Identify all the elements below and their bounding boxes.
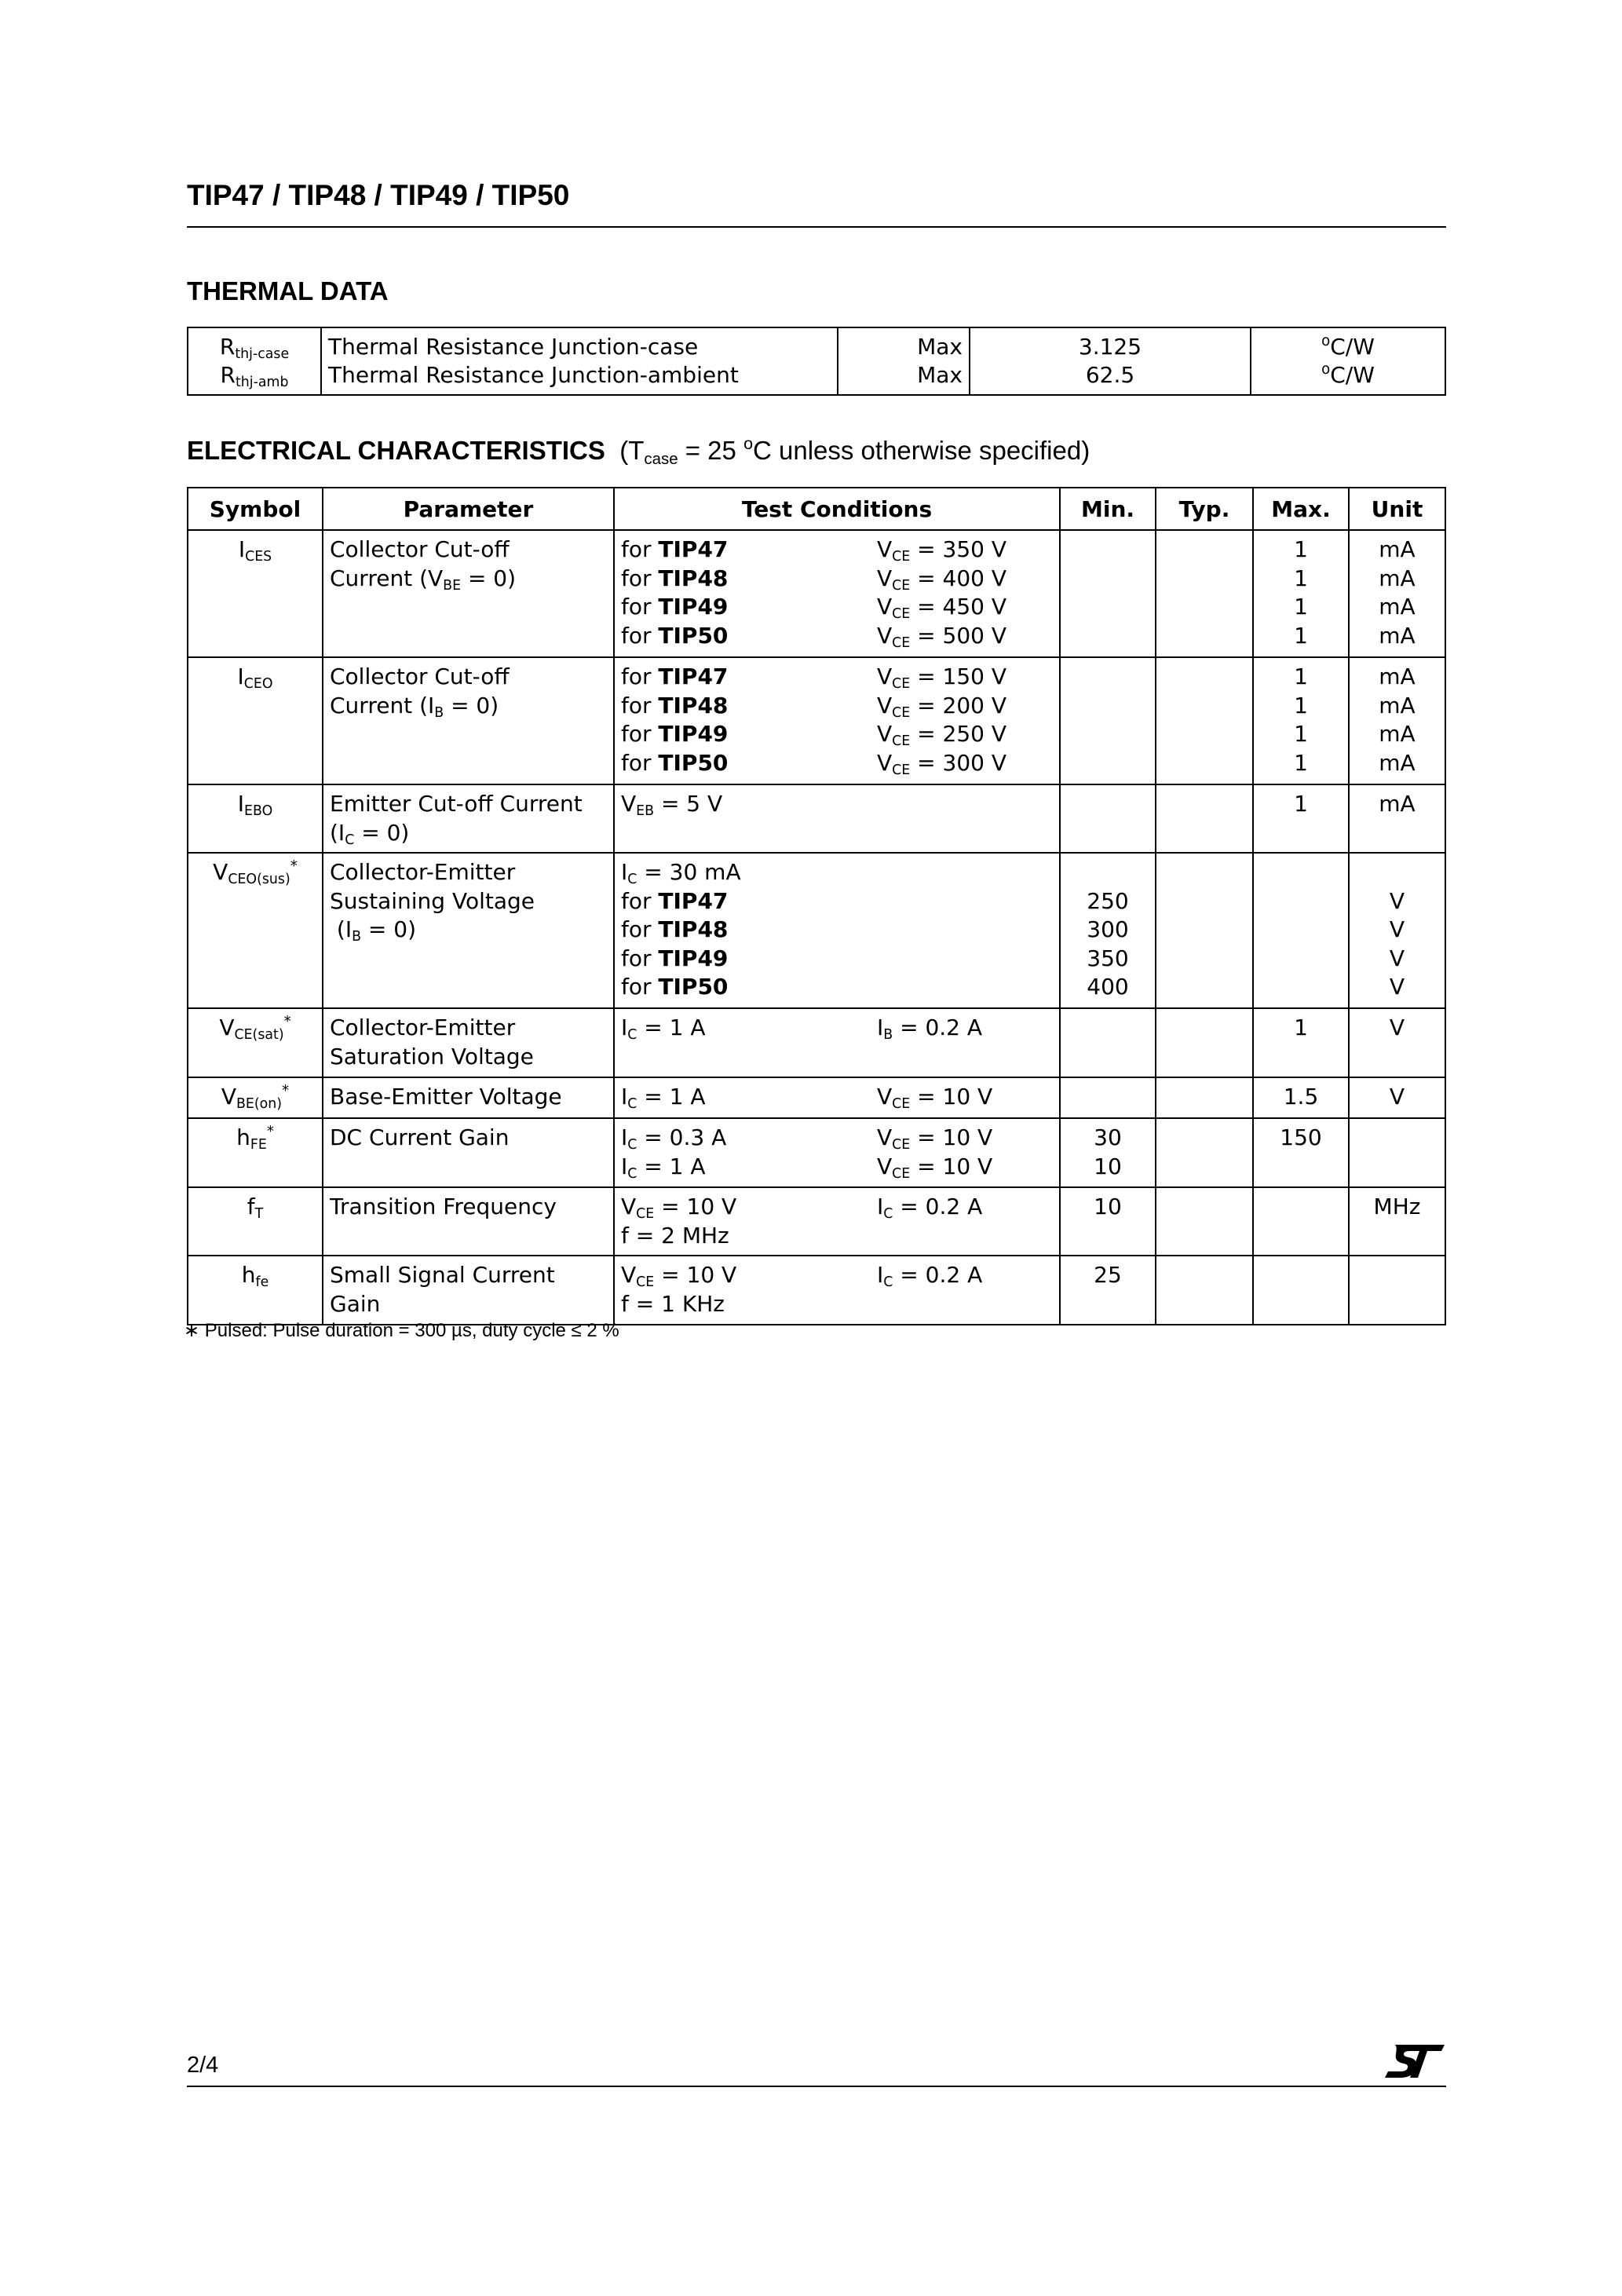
footnote: ∗ Pulsed: Pulse duration = 300 µs, duty cycle ≤ 2 % xyxy=(184,1320,619,1341)
column-header: Test Conditions xyxy=(614,488,1060,530)
thermal-description: Thermal Resistance Junction-case Thermal Resistance Junction-ambient xyxy=(321,327,838,395)
electrical-characteristics-table xyxy=(187,487,1446,1325)
typ-cell xyxy=(1156,1118,1253,1187)
typ-cell xyxy=(1156,853,1253,1008)
min-cell xyxy=(1060,784,1156,853)
parameter-cell: Collector-Emitter Sustaining Voltage $(I_B = 0)$ xyxy=(323,853,614,1008)
unit-cell: V V V V xyxy=(1349,853,1445,1008)
table-header-row xyxy=(188,488,1445,530)
column-header: Symbol xyxy=(188,488,323,530)
table-row xyxy=(188,327,1445,395)
thermal-data-table xyxy=(187,327,1446,396)
table-row xyxy=(188,657,1445,784)
max-cell: 150 xyxy=(1253,1118,1349,1187)
unit-cell: mA mA mA mA xyxy=(1349,657,1445,784)
test-conditions-cell: $I_C = 30$ mA for TIP47 for TIP48 for TIP49 for TIP50 xyxy=(614,853,1060,1008)
unit-cell xyxy=(1349,1256,1445,1325)
test-conditions-cell: $V_{CE} = 10$ V $I_C = 0.2$ A f = 1 KHz xyxy=(614,1256,1060,1325)
test-conditions-cell: for TIP47 $V_{CE} = 150$ V for TIP48 $V_{CE} = 200$ V for TIP49 $V_{CE} = 250$ V for TIP50 $V_{CE} = 300$ V xyxy=(614,657,1060,784)
table-row xyxy=(188,784,1445,853)
unit-cell: mA mA mA mA xyxy=(1349,530,1445,657)
symbol-cell: $V_{BE(on)}^*$ xyxy=(188,1077,323,1118)
test-conditions-cell: for TIP47 $V_{CE} = 350$ V for TIP48 $V_{CE} = 400$ V for TIP49 $V_{CE} = 450$ V for TIP50 $V_{CE} = 500$ V xyxy=(614,530,1060,657)
max-cell: 1 1 1 1 xyxy=(1253,530,1349,657)
parameter-cell: Small Signal Current Gain xyxy=(323,1256,614,1325)
test-conditions-cell: $I_C = 1$ A $V_{CE} = 10$ V xyxy=(614,1077,1060,1118)
column-header: Unit xyxy=(1349,488,1445,530)
test-conditions-cell: $V_{EB} = 5$ V xyxy=(614,784,1060,853)
parameter-cell: Collector Cut-off Current $(V_{BE} = 0)$ xyxy=(323,530,614,657)
page-number: 2/4 xyxy=(187,2053,219,2078)
table-row xyxy=(188,1187,1445,1256)
min-cell: 30 10 xyxy=(1060,1118,1156,1187)
table-row xyxy=(188,530,1445,657)
min-cell xyxy=(1060,1008,1156,1077)
symbol-cell: $f_T$ xyxy=(188,1187,323,1256)
thermal-unit: $^o$C/W $^o$C/W xyxy=(1251,327,1445,395)
unit-cell: mA xyxy=(1349,784,1445,853)
parameter-cell: Collector Cut-off Current $(I_B = 0)$ xyxy=(323,657,614,784)
table-row xyxy=(188,1008,1445,1077)
typ-cell xyxy=(1156,1077,1253,1118)
header-divider xyxy=(187,226,1446,228)
max-cell: 1 1 1 1 xyxy=(1253,657,1349,784)
unit-cell: MHz xyxy=(1349,1187,1445,1256)
thermal-symbol: $R_{thj-case}$ $R_{thj-amb}$ xyxy=(188,327,321,395)
page-title: TIP47 / TIP48 / TIP49 / TIP50 xyxy=(187,179,570,211)
parameter-cell: Base-Emitter Voltage xyxy=(323,1077,614,1118)
st-logo-icon xyxy=(1383,2043,1446,2079)
max-cell xyxy=(1253,1256,1349,1325)
column-header: Max. xyxy=(1253,488,1349,530)
table-row xyxy=(188,1118,1445,1187)
max-cell xyxy=(1253,853,1349,1008)
max-cell: 1 xyxy=(1253,784,1349,853)
max-cell xyxy=(1253,1187,1349,1256)
column-header: Typ. xyxy=(1156,488,1253,530)
typ-cell xyxy=(1156,657,1253,784)
test-conditions-cell: $I_C = 0.3$ A $V_{CE} = 10$ V $I_C = 1$ A $V_{CE} = 10$ V xyxy=(614,1118,1060,1187)
parameter-cell: Transition Frequency xyxy=(323,1187,614,1256)
typ-cell xyxy=(1156,530,1253,657)
typ-cell xyxy=(1156,1187,1253,1256)
min-cell: 250 300 350 400 xyxy=(1060,853,1156,1008)
electrical-characteristics-title: ELECTRICAL CHARACTERISTICS ($T_{case} = 25$ $^o$C unless otherwise specified) xyxy=(187,434,1090,469)
unit-cell xyxy=(1349,1118,1445,1187)
thermal-limit: Max Max xyxy=(838,327,970,395)
parameter-cell: Collector-Emitter Saturation Voltage xyxy=(323,1008,614,1077)
max-cell: 1 xyxy=(1253,1008,1349,1077)
unit-cell: V xyxy=(1349,1077,1445,1118)
typ-cell xyxy=(1156,784,1253,853)
min-cell xyxy=(1060,657,1156,784)
max-cell: 1.5 xyxy=(1253,1077,1349,1118)
min-cell xyxy=(1060,1077,1156,1118)
typ-cell xyxy=(1156,1008,1253,1077)
min-cell xyxy=(1060,530,1156,657)
parameter-cell: Emitter Cut-off Current $(I_C = 0)$ xyxy=(323,784,614,853)
symbol-cell: $I_{EBO}$ xyxy=(188,784,323,853)
symbol-cell: $h_{FE}^*$ xyxy=(188,1118,323,1187)
min-cell: 10 xyxy=(1060,1187,1156,1256)
thermal-data-title: THERMAL DATA xyxy=(187,276,389,305)
typ-cell xyxy=(1156,1256,1253,1325)
table-row xyxy=(188,853,1445,1008)
symbol-cell: $V_{CE(sat)}^*$ xyxy=(188,1008,323,1077)
column-header: Parameter xyxy=(323,488,614,530)
symbol-cell: $V_{CEO(sus)}^*$ xyxy=(188,853,323,1008)
symbol-cell: $I_{CEO}$ xyxy=(188,657,323,784)
symbol-cell: $I_{CES}$ xyxy=(188,530,323,657)
table-row xyxy=(188,1256,1445,1325)
thermal-value: 3.125 62.5 xyxy=(970,327,1251,395)
min-cell: 25 xyxy=(1060,1256,1156,1325)
symbol-cell: $h_{fe}$ xyxy=(188,1256,323,1325)
table-row xyxy=(188,1077,1445,1118)
test-conditions-cell: $V_{CE} = 10$ V $I_C = 0.2$ A f = 2 MHz xyxy=(614,1187,1060,1256)
parameter-cell: DC Current Gain xyxy=(323,1118,614,1187)
footer-divider xyxy=(187,2086,1446,2087)
test-conditions-cell: $I_C = 1$ A $I_B = 0.2$ A xyxy=(614,1008,1060,1077)
unit-cell: V xyxy=(1349,1008,1445,1077)
column-header: Min. xyxy=(1060,488,1156,530)
